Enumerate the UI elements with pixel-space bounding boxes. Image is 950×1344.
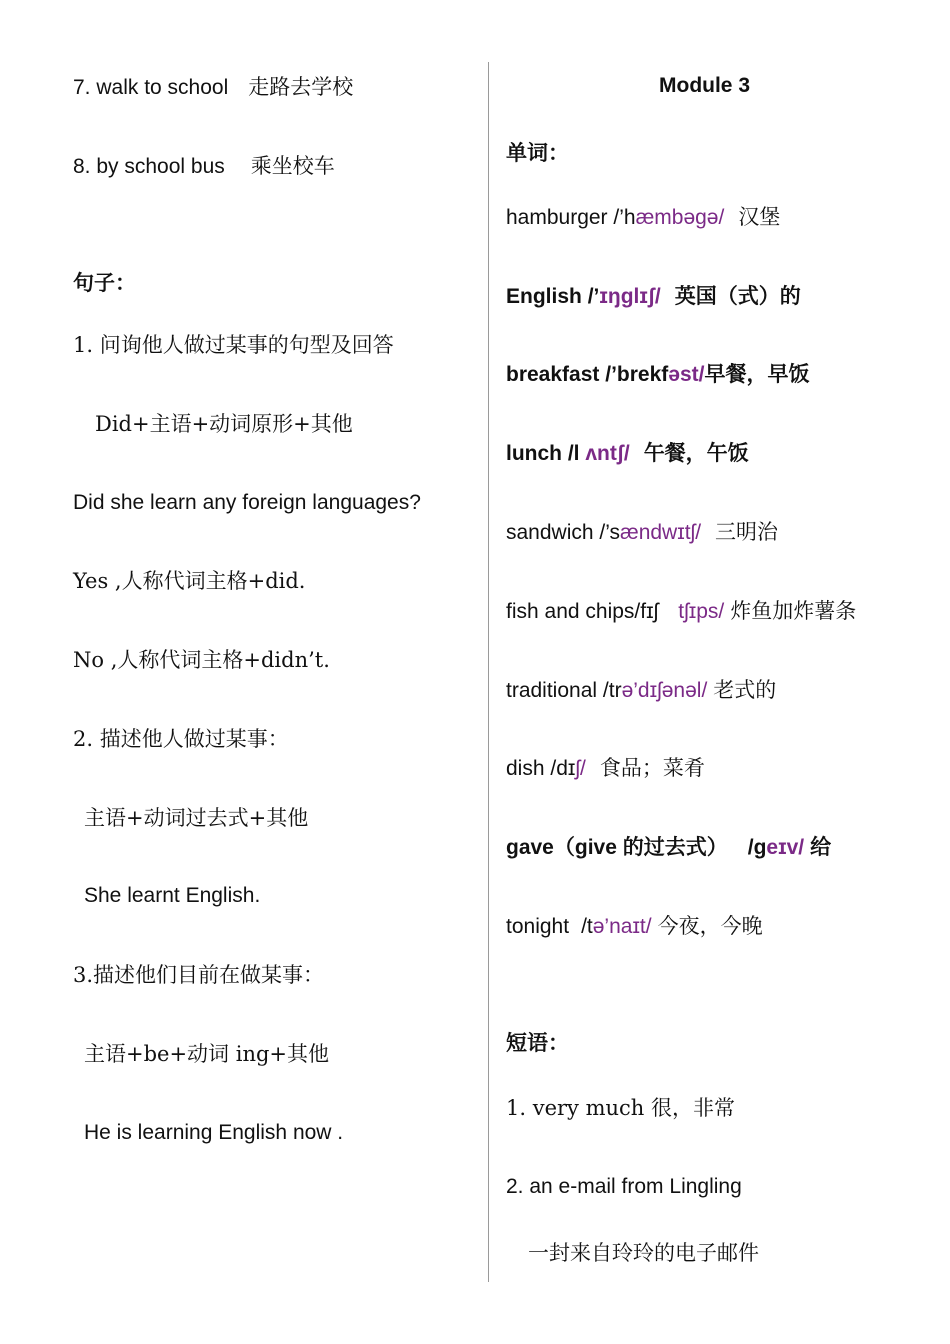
phrase-2-translation: 一封来自玲玲的电子邮件 [528, 1241, 759, 1265]
phonetic-start: /’s [599, 521, 621, 544]
sentence-pattern-3-formula: 主语+be+动词 ing+其他 [84, 1042, 330, 1066]
sentence-pattern-1-example: Did she learn any foreign languages? [73, 491, 421, 514]
meaning: 午餐，午饭 [643, 440, 749, 465]
word-entry-sandwich [506, 519, 778, 546]
phonetic-start: /’brekf [605, 363, 669, 386]
word: tonight [506, 915, 570, 938]
column-divider [488, 62, 489, 1282]
sentence-pattern-1-title: 1. 问询他人做过某事的句型及回答 [73, 333, 394, 357]
phonetic-start: /tr [602, 679, 622, 702]
phonetic-highlight: ə’dɪʃənəl/ [621, 679, 708, 702]
vocab-item-walk-to-school [73, 74, 353, 101]
sentence-pattern-2-title: 2. 描述他人做过某事： [73, 727, 289, 751]
meaning: 今夜，今晚 [657, 914, 763, 938]
word-entry-traditional [506, 677, 776, 704]
phonetic-highlight: ɪŋglɪʃ/ [599, 285, 661, 308]
phonetic-highlight: ʌntʃ/ [585, 442, 630, 465]
word: lunch [506, 442, 562, 465]
phonetic-start: /fɪʃ [634, 600, 659, 623]
phrase-2: 2. an e-mail from Lingling [506, 1175, 742, 1198]
phonetic-highlight: ʃ/ [575, 757, 586, 780]
phonetic-highlight: eɪv/ [766, 836, 805, 859]
item-chinese: 走路去学校 [248, 75, 354, 99]
phonetic-start: /g [747, 836, 767, 859]
meaning: 英国（式）的 [674, 283, 801, 308]
word-entry-fish-and-chips [506, 598, 856, 625]
phonetic-highlight: ændwɪtʃ/ [620, 521, 702, 544]
meaning: 早餐，早饭 [704, 361, 810, 386]
phonetic-start: /l [567, 442, 580, 465]
word: dish [506, 757, 545, 780]
sentence-pattern-3-example: He is learning English now . [84, 1121, 344, 1144]
words-heading: 单词： [506, 140, 569, 165]
word: sandwich [506, 521, 594, 544]
sentence-pattern-1-no: No ,人称代词主格+didn’t. [73, 648, 330, 672]
word: gave（give 的过去式） [506, 836, 728, 859]
word: traditional [506, 679, 598, 702]
word: breakfast [506, 363, 600, 386]
sentence-pattern-2-example: She learnt English. [84, 884, 261, 907]
item-english: 8. by school bus [73, 155, 225, 178]
word-entry-dish [506, 755, 705, 782]
phonetic-start: /’h [613, 206, 636, 229]
sentence-pattern-2-formula: 主语+动词过去式+其他 [84, 806, 309, 830]
sentence-pattern-3-title: 3.描述他们目前在做某事： [73, 963, 325, 987]
meaning: 三明治 [715, 520, 779, 544]
word-entry-breakfast [506, 361, 809, 388]
meaning: 食品；菜肴 [599, 756, 705, 780]
item-chinese: 乘坐校车 [250, 154, 335, 178]
item-english: 7. walk to school [73, 76, 229, 99]
phonetic-highlight: æmbəgə/ [635, 206, 725, 229]
word: hamburger [506, 206, 608, 229]
word-entry-english [506, 283, 801, 310]
word-entry-tonight [506, 913, 763, 940]
word: fish and chips [506, 600, 635, 623]
phonetic-highlight: əst/ [668, 363, 705, 386]
vocab-item-by-school-bus [73, 153, 335, 180]
module-title: Module 3 [659, 74, 751, 97]
word-entry-gave [506, 834, 831, 861]
sentence-pattern-1-yes: Yes ,人称代词主格+did. [73, 569, 306, 593]
phonetic-start: /t [581, 915, 593, 938]
word-entry-lunch [506, 440, 749, 467]
phonetic-highlight: tʃɪps/ [678, 600, 725, 623]
meaning: 炸鱼加炸薯条 [730, 599, 857, 623]
word-entry-hamburger [506, 204, 780, 231]
meaning: 汉堡 [738, 205, 781, 229]
phonetic-start: /dɪ [550, 757, 576, 780]
phrase-1: 1. very much 很，非常 [506, 1096, 735, 1120]
word: English [506, 285, 582, 308]
phrases-heading: 短语： [506, 1030, 569, 1055]
meaning: 老式的 [713, 678, 777, 702]
sentence-pattern-1-formula: Did+主语+动词原形+其他 [95, 412, 353, 436]
meaning: 给 [810, 834, 832, 859]
phonetic-start: /’ [587, 285, 600, 308]
sentences-heading: 句子： [73, 270, 136, 295]
phonetic-highlight: ə’naɪt/ [592, 915, 652, 938]
